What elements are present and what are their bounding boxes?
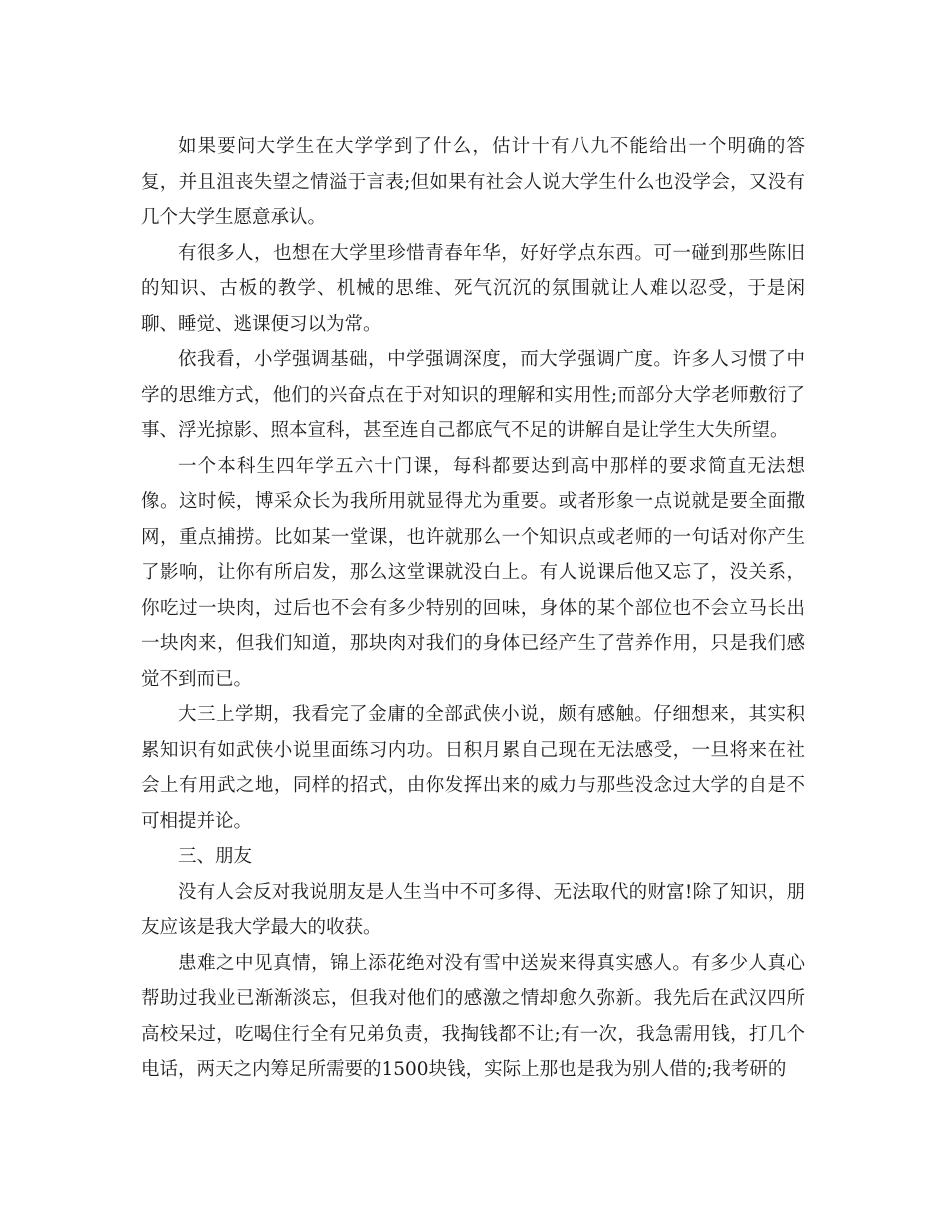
paragraph-7: 患难之中见真情，锦上添花绝对没有雪中送炭来得真实感人。有多少人真心帮助过我业已渐渐淡忘，但我对他们的感激之情却愈久弥新。我先后在武汉四所高校呆过，吃喝住行全有兄弟负责，我掏钱都不让;有一次，我急需用钱，打几个电话，两天之内筹足所需要的1500块钱，实际上那也是我为别人借的;我考研的 bbox=[141, 952, 805, 1080]
paragraph-4: 一个本科生四年学五六十门课，每科都要达到高中那样的要求简直无法想像。这时候，博采众长为我所用就显得尤为重要。或者形象一点说就是要全面撒网，重点捕捞。比如某一堂课，也许就那么一个知识点或老师的一句话对你产生了影响，让你有所启发，那么这堂课就没白上。有人说课后他又忘了，没关系，你吃过一块肉，过后也不会有多少特别的回味，身体的某个部位也不会立马长出一块肉来，但我们知道，那块肉对我们的身体已经产生了营养作用，只是我们感觉不到而已。 bbox=[141, 455, 805, 690]
paragraph-2: 有很多人，也想在大学里珍惜青春年华，好好学点东西。可一碰到那些陈旧的知识、古板的教学、机械的思维、死气沉沉的氛围就让人难以忍受，于是闲聊、睡觉、逃课便习以为常。 bbox=[141, 242, 805, 335]
paragraph-5: 大三上学期，我看完了金庸的全部武侠小说，颇有感触。仔细想来，其实积累知识有如武侠小说里面练习内功。日积月累自己现在无法感受，一旦将来在社会上有用武之地，同样的招式，由你发挥出来的威力与那些没念过大学的自是不可相提并论。 bbox=[141, 704, 805, 832]
paragraph-6: 没有人会反对我说朋友是人生当中不可多得、无法取代的财富!除了知识，朋友应该是我大学最大的收获。 bbox=[141, 881, 805, 938]
paragraph-3: 依我看，小学强调基础，中学强调深度，而大学强调广度。许多人习惯了中学的思维方式，他们的兴奋点在于对知识的理解和实用性;而部分大学老师敷衍了事、浮光掠影、照本宣科，甚至连自己都底气不足的讲解自是让学生大失所望。 bbox=[141, 349, 805, 441]
section-heading-friends: 三、朋友 bbox=[178, 846, 253, 867]
paragraph-1: 如果要问大学生在大学学到了什么，估计十有八九不能给出一个明确的答复，并且沮丧失望之情溢于言表;但如果有社会人说大学生什么也没学会，又没有几个大学生愿意承认。 bbox=[141, 136, 805, 228]
document-body bbox=[141, 129, 805, 1088]
